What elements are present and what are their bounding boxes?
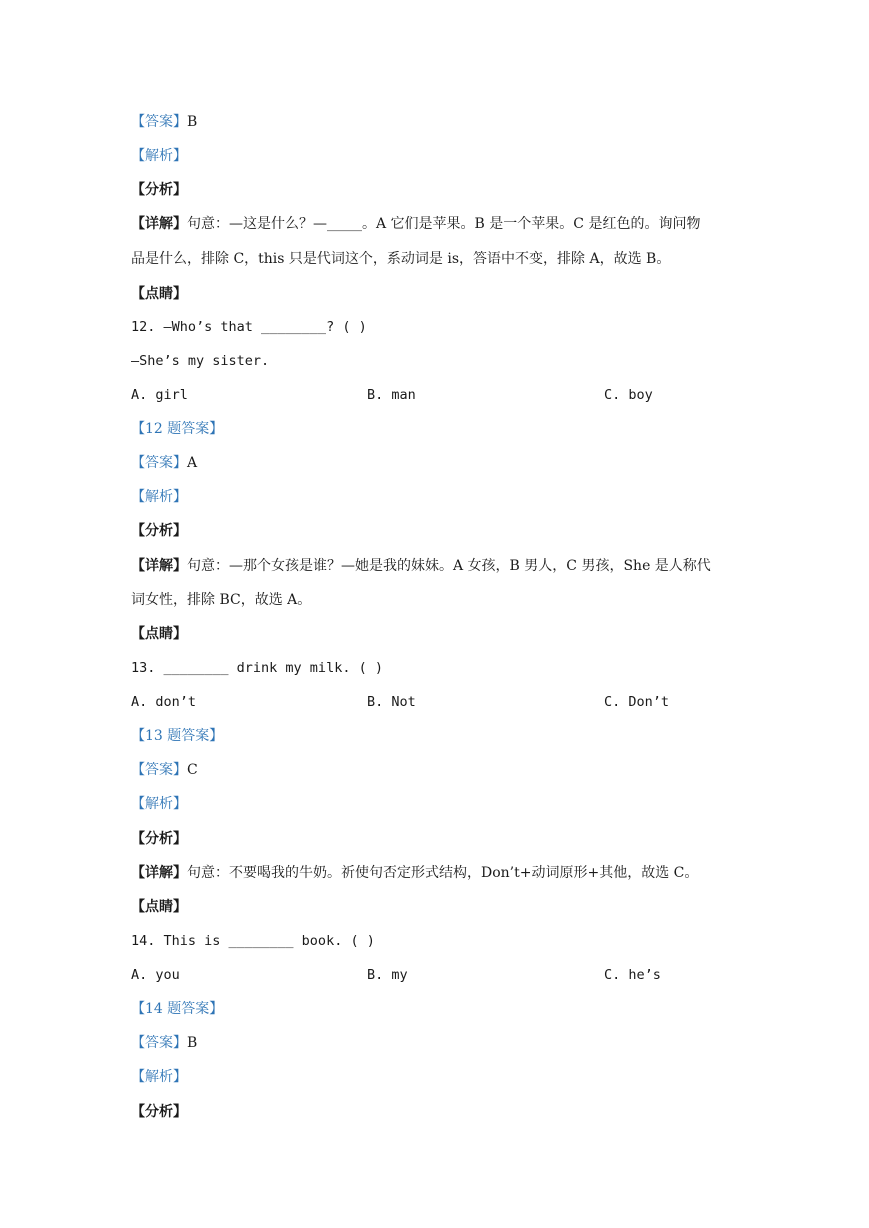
answer-line	[131, 1032, 197, 1054]
detail-tag: 【详解】	[131, 216, 187, 232]
breakdown-tag: 【分析】	[131, 523, 187, 539]
question-stem: 12. —Who’s that ________? ( )	[131, 319, 367, 335]
detail-line	[131, 862, 698, 884]
answer-value: B	[187, 1035, 198, 1051]
detail-text: 句意：不要喝我的牛奶。祈使句否定形式结构，Don’t+动词原形+其他，故选 C。	[187, 865, 699, 881]
answer-tag: 【答案】	[131, 455, 187, 471]
question-stem: 14. This is ________ book. ( )	[131, 933, 375, 949]
detail-text: 句意：—那个女孩是谁？—她是我的妹妹。A 女孩，B 男人，C 男孩，She 是人称代	[187, 558, 711, 574]
answer-value: C	[187, 762, 198, 778]
remark-tag: 【点睛】	[131, 286, 187, 302]
breakdown-tag: 【分析】	[131, 182, 187, 198]
answer-line	[131, 452, 197, 474]
answer-line	[131, 759, 198, 781]
question-stem: 13. ________ drink my milk. ( )	[131, 660, 383, 676]
answer-tag: 【答案】	[131, 114, 187, 130]
answer-tag: 【答案】	[131, 1035, 187, 1051]
option-a: A. you	[131, 967, 180, 983]
detail-tag: 【详解】	[131, 558, 187, 574]
answer-value: A	[187, 455, 198, 471]
option-c: C. he’s	[604, 967, 661, 983]
option-c: C. Don’t	[604, 694, 670, 710]
detail-text-cont: 品是什么，排除 C，this 只是代词这个，系动词是 is，答语中不变，排除 A，故选 B。	[131, 251, 671, 267]
answer-header: 【13 题答案】	[131, 728, 224, 744]
detail-text-cont: 词女性，排除 BC，故选 A。	[131, 592, 312, 608]
breakdown-tag: 【分析】	[131, 1104, 187, 1120]
answer-value: B	[187, 114, 198, 130]
option-c: C. boy	[604, 387, 653, 403]
analysis-tag: 【解析】	[131, 1069, 187, 1085]
option-a: A. girl	[131, 387, 188, 403]
remark-tag: 【点睛】	[131, 899, 187, 915]
detail-line	[131, 555, 711, 577]
analysis-tag: 【解析】	[131, 796, 187, 812]
question-stem-reply: —She’s my sister.	[131, 353, 270, 369]
option-b: B. Not	[367, 694, 416, 710]
detail-text: 句意：—这是什么？—_____。A 它们是苹果。B 是一个苹果。C 是红色的。询问物	[187, 216, 701, 232]
answer-header: 【14 题答案】	[131, 1001, 224, 1017]
remark-tag: 【点睛】	[131, 626, 187, 642]
answer-line	[131, 111, 197, 133]
option-b: B. man	[367, 387, 416, 403]
analysis-tag: 【解析】	[131, 489, 187, 505]
option-a: A. don’t	[131, 694, 197, 710]
detail-line	[131, 213, 700, 235]
option-b: B. my	[367, 967, 408, 983]
breakdown-tag: 【分析】	[131, 831, 187, 847]
analysis-tag: 【解析】	[131, 148, 187, 164]
detail-tag: 【详解】	[131, 865, 187, 881]
answer-header: 【12 题答案】	[131, 421, 224, 437]
answer-tag: 【答案】	[131, 762, 187, 778]
